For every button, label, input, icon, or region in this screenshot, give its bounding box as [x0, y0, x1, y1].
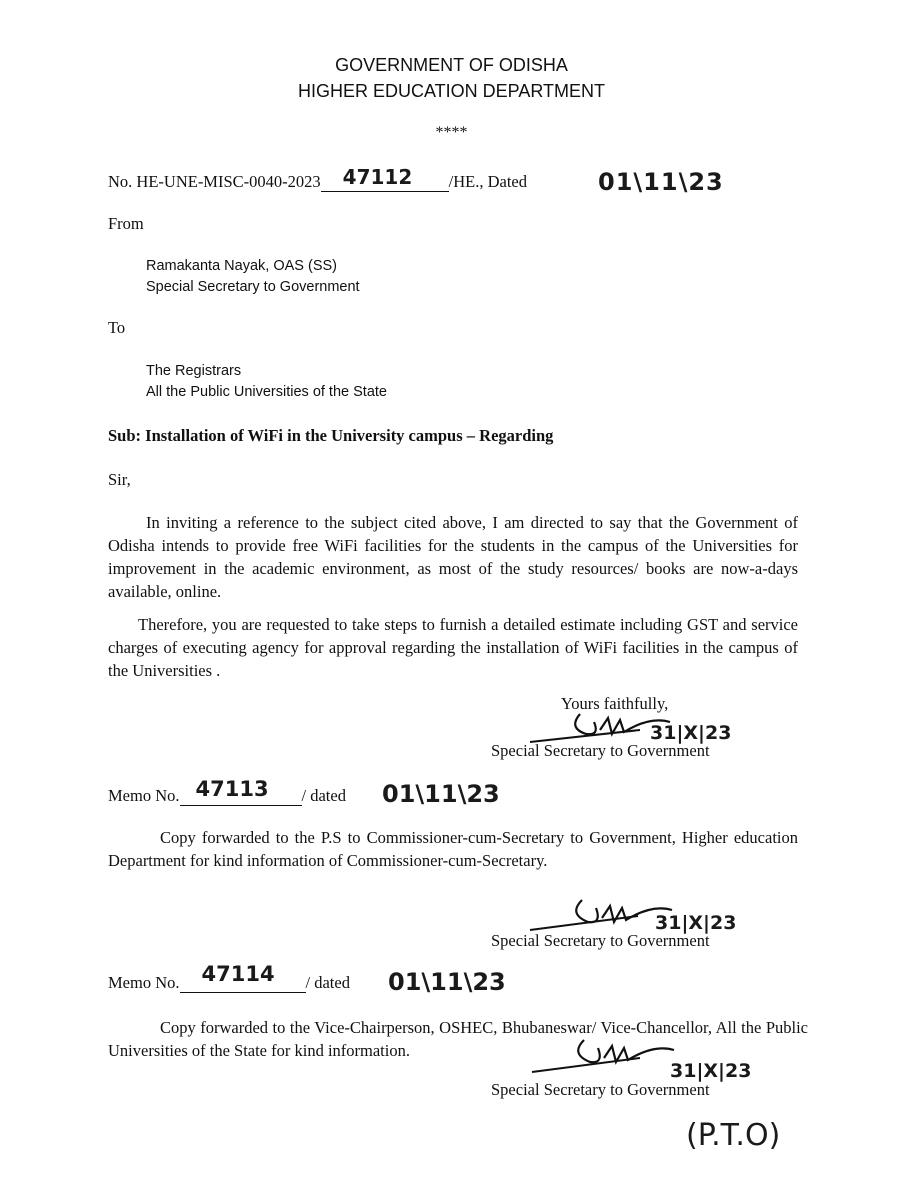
- pto-note: (P.T.O): [686, 1118, 781, 1153]
- memo2-line: [108, 962, 350, 993]
- memo1-label: Memo No.: [108, 786, 180, 805]
- body-paragraph-2: Therefore, you are requested to take steps to furnish a detailed estimate including GST and service charges of executing agency for approval regarding the installation of WiFi facilities in the campus of the Universities .: [108, 615, 798, 680]
- signature-designation-2: Special Secretary to Government: [491, 931, 710, 950]
- signature-date-3: 31|X|23: [670, 1060, 752, 1082]
- from-name: Ramakanta Nayak, OAS (SS): [146, 258, 337, 274]
- handwritten-memo2-date: 01\11\23: [388, 968, 506, 996]
- from-designation: Special Secretary to Government: [146, 279, 360, 295]
- signature-designation-3: Special Secretary to Government: [491, 1080, 710, 1099]
- handwritten-letter-number: 47112: [342, 165, 413, 189]
- memo1-line: [108, 777, 346, 806]
- memo2-number-blank: [180, 962, 306, 993]
- from-label: From: [108, 214, 144, 233]
- department-header-line1: GOVERNMENT OF ODISHA: [335, 55, 568, 75]
- salutation: Sir,: [108, 470, 131, 489]
- signature-date-1: 31|X|23: [650, 722, 732, 744]
- to-line2: All the Public Universities of the State: [146, 384, 387, 400]
- memo1-text: Copy forwarded to the P.S to Commissioner-cum-Secretary to Government, Higher education Department for kind information of Commissioner-cum-Secretary.: [108, 828, 798, 870]
- memo2-dated-label: / dated: [305, 973, 350, 992]
- signature-designation-1: Special Secretary to Government: [491, 741, 710, 760]
- signature-date-2: 31|X|23: [655, 912, 737, 934]
- handwritten-memo1-date: 01\11\23: [382, 780, 500, 808]
- handwritten-memo2-number: 47114: [201, 962, 275, 986]
- handwritten-memo1-number: 47113: [195, 777, 269, 801]
- body-paragraph-1: In inviting a reference to the subject cited above, I am directed to say that the Government of Odisha intends to provide free WiFi facilities for the students in the campus of the Universities for improvement in the academic environment, as most of the study resources/ books are now-a-days available, online.: [108, 513, 798, 601]
- memo1-dated-label: / dated: [301, 786, 346, 805]
- handwritten-letter-date: 01\11\23: [598, 168, 724, 196]
- subject-line: Sub: Installation of WiFi in the University campus – Regarding: [108, 426, 554, 445]
- letter-number-suffix: /HE., Dated: [448, 172, 528, 191]
- letter-number-line: [108, 165, 528, 192]
- to-label: To: [108, 318, 126, 337]
- department-header-line2: HIGHER EDUCATION DEPARTMENT: [297, 81, 606, 101]
- letter-number-prefix: No. HE-UNE-MISC-0040-2023: [108, 172, 321, 191]
- memo2-label: Memo No.: [108, 973, 180, 992]
- memo1-number-blank: [180, 777, 302, 806]
- memo2-text: Copy forwarded to the Vice-Chairperson, OSHEC, Bhubaneswar/ Vice-Chancellor, All the Public Universities of the State for kind information.: [108, 1018, 808, 1060]
- header-stars: ****: [435, 124, 468, 141]
- letter-number-blank: [321, 165, 449, 192]
- to-line1: The Registrars: [146, 363, 242, 379]
- closing: Yours faithfully,: [561, 694, 669, 713]
